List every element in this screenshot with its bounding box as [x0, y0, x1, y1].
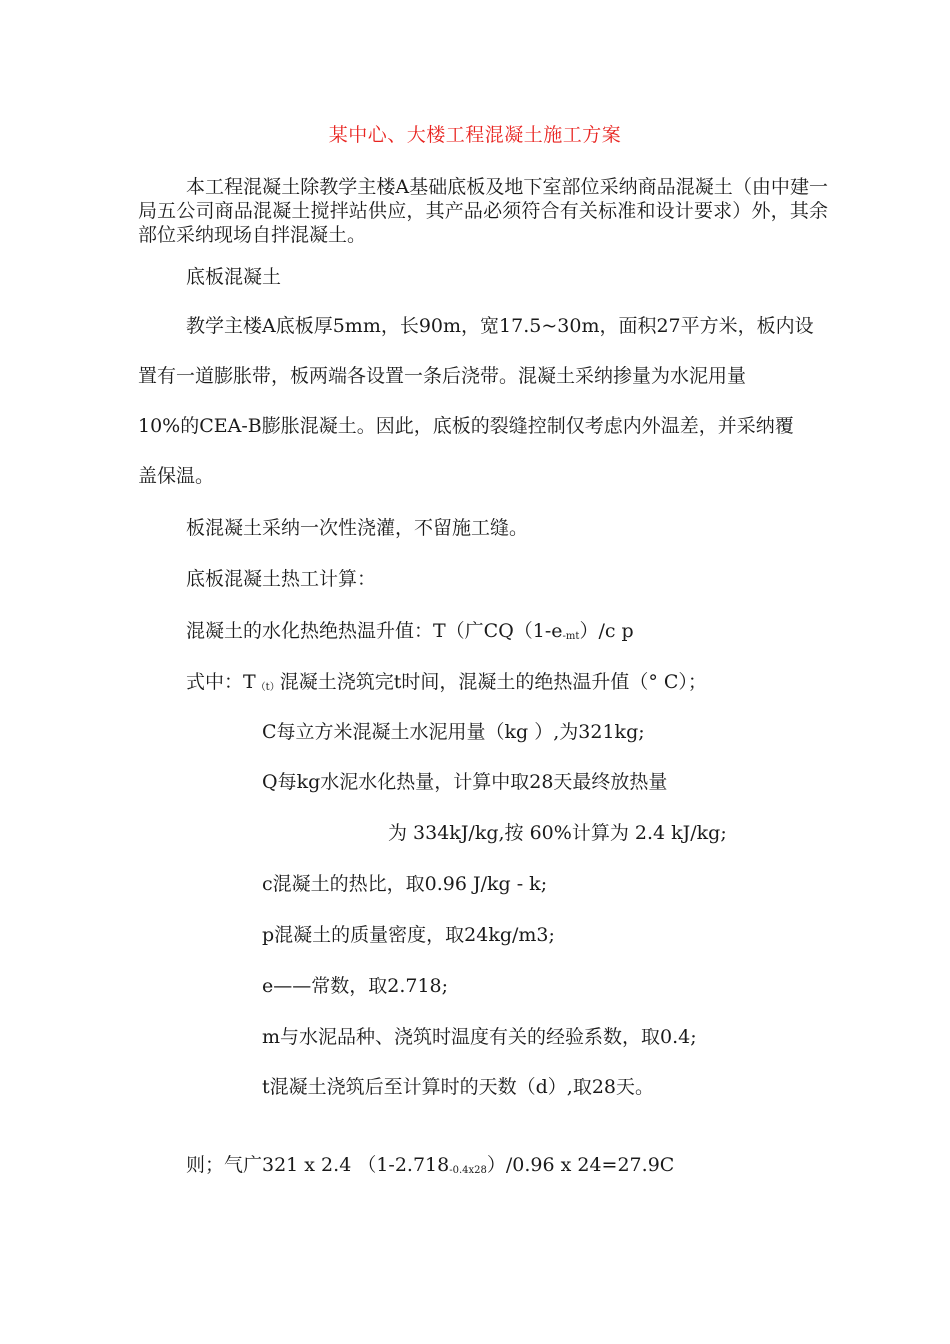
intro-paragraph: 本工程混凝土除教学主楼A基础底板及地下室部位采纳商品混凝土（由中建一局五公司商品混凝土搅拌站供应，其产品必须符合有关标准和设计要求）外，其余部位采纳现场自拌混凝土。 — [138, 176, 828, 246]
result-line — [186, 1153, 674, 1183]
formula-line — [186, 619, 634, 649]
para1-line-3: 10%的CEA-B膨胀混凝土。因此，底板的裂缝控制仅考虑内外温差，并采纳覆 — [138, 415, 794, 437]
document-title: 某中心、大楼工程混凝土施工方案 — [328, 124, 622, 146]
def-c: C每立方米混凝土水泥用量（kg ）,为321kg; — [262, 721, 645, 743]
def-m: m与水泥品种、浇筑时温度有关的经验系数，取0.4; — [262, 1026, 697, 1048]
def-q-continued: 为 334kJ/kg,按 60%计算为 2.4 kJ/kg; — [388, 822, 727, 844]
where-text: 混凝土浇筑完t时间，混凝土的绝热温升值（° C）； — [279, 671, 707, 693]
result-tail: ）/0.96 x 24=27.9C — [486, 1154, 675, 1176]
calc-heading: 底板混凝土热工计算： — [186, 568, 377, 590]
where-prefix: 式中：T — [186, 671, 256, 693]
result-text: 则；气广321 x 2.4 （1-2.718 — [186, 1154, 450, 1176]
def-c2: c混凝土的热比，取0.96 J/kg - k; — [262, 873, 548, 895]
result-sub: -0.4x28 — [449, 1165, 487, 1176]
formula-sub: -mt — [562, 631, 580, 642]
def-p: p混凝土的质量密度，取24kg/m3; — [262, 924, 555, 946]
where-sub: （t） — [255, 682, 280, 693]
where-line — [186, 670, 707, 700]
formula-tail: ）/c p — [579, 620, 634, 642]
para2: 板混凝土采纳一次性浇灌，不留施工缝。 — [186, 517, 529, 539]
def-q: Q每kg水泥水化热量，计算中取28天最终放热量 — [262, 771, 668, 793]
def-e: e——常数，取2.718; — [262, 975, 449, 997]
section-heading: 底板混凝土 — [186, 266, 282, 288]
formula-text: 混凝土的水化热绝热温升值：T（广CQ（1-e — [186, 620, 563, 642]
para1-line-2: 置有一道膨胀带，板两端各设置一条后浇带。混凝土采纳掺量为水泥用量 — [138, 365, 747, 387]
para1-line-1: 教学主楼A底板厚5mm，长90m，宽17.5~30m，面积27平方米，板内设 — [186, 315, 814, 337]
para1-line-4: 盖保温。 — [138, 465, 215, 487]
def-t: t混凝土浇筑后至计算时的天数（d）,取28天。 — [262, 1076, 655, 1098]
